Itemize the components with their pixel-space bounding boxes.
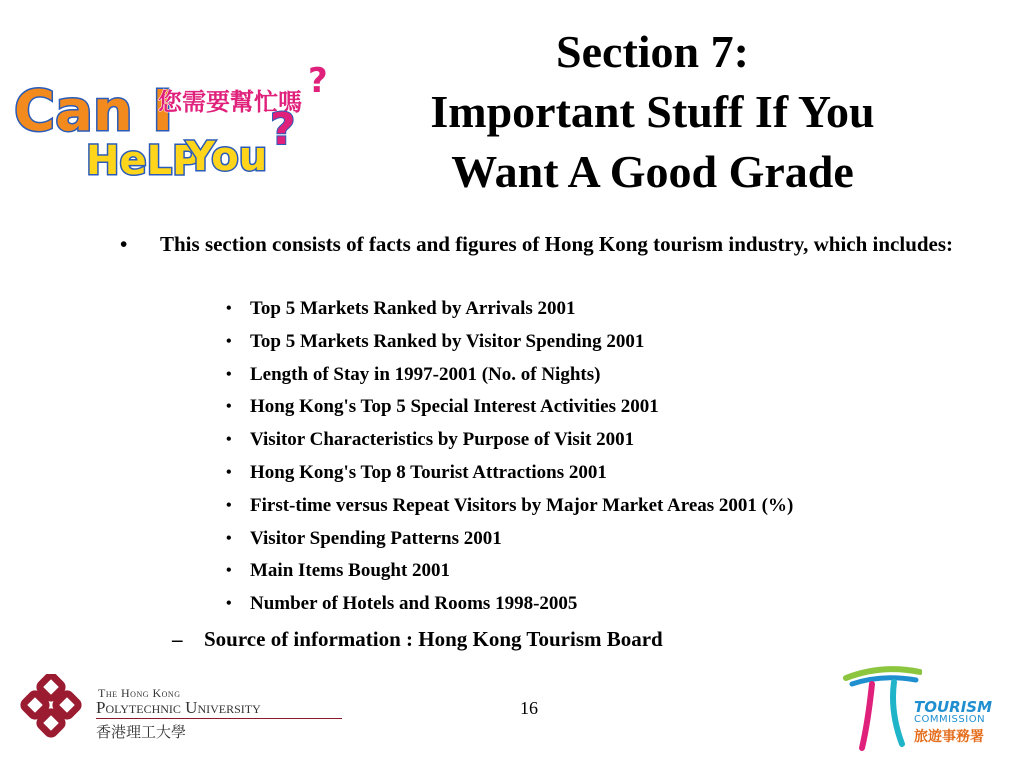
bullet-dot: • bbox=[120, 232, 128, 256]
source-text: Source of information : Hong Kong Tourism Board bbox=[204, 627, 663, 651]
sub-item-text: Top 5 Markets Ranked by Arrivals 2001 bbox=[250, 298, 576, 319]
bullet-dot: • bbox=[226, 463, 232, 481]
polyu-line-1: The Hong Kong bbox=[98, 686, 181, 700]
bullet-dot: • bbox=[226, 595, 232, 613]
bullet-dot: • bbox=[226, 431, 232, 449]
dash-marker: – bbox=[172, 627, 183, 651]
tourism-line-1: TOURISM bbox=[914, 698, 993, 716]
sub-item bbox=[226, 589, 793, 622]
sub-item-text: Visitor Spending Patterns 2001 bbox=[250, 527, 502, 549]
logo-you-text: You bbox=[186, 134, 268, 180]
tourism-commission-logo bbox=[842, 662, 1007, 754]
title-line-1: Section 7: bbox=[556, 26, 749, 77]
sub-item bbox=[226, 392, 793, 425]
polyu-chinese-name: 香港理工大學 bbox=[96, 723, 187, 741]
sub-item-text: Main Items Bought 2001 bbox=[250, 560, 451, 582]
tourism-line-2: COMMISSION bbox=[914, 714, 986, 725]
sub-item bbox=[226, 458, 793, 491]
source-line bbox=[172, 624, 663, 654]
logo-question-mark-top: ? bbox=[308, 61, 328, 101]
sub-item-text: Hong Kong's Top 5 Special Interest Activities 2001 bbox=[250, 396, 659, 418]
bullet-dot: • bbox=[226, 365, 232, 383]
main-bullet-text: This section consists of facts and figures of Hong Kong tourism industry, which includes: bbox=[160, 232, 954, 256]
polyu-line-2: Polytechnic University bbox=[96, 698, 261, 717]
tourism-chinese-name: 旅遊事務署 bbox=[914, 729, 984, 745]
bullet-dot: • bbox=[226, 332, 232, 350]
sub-item-list bbox=[226, 294, 793, 622]
sub-item-text: Number of Hotels and Rooms 1998-2005 bbox=[250, 593, 578, 615]
sub-item-text: Hong Kong's Top 8 Tourist Attractions 2001 bbox=[250, 461, 607, 483]
logo-chinese-text: 您需要幫忙嗎 bbox=[158, 88, 302, 116]
tourism-arch-icon bbox=[842, 662, 922, 754]
sub-item bbox=[226, 294, 793, 327]
title-line-3: Want A Good Grade bbox=[451, 146, 854, 197]
sub-item bbox=[226, 491, 793, 524]
title-line-2: Important Stuff If You bbox=[430, 86, 875, 137]
sub-item bbox=[226, 556, 793, 589]
bullet-dot: • bbox=[226, 398, 232, 416]
sub-item bbox=[226, 327, 793, 360]
sub-item-text: Top 5 Markets Ranked by Visitor Spending 2001 bbox=[250, 330, 645, 352]
can-i-help-you-logo bbox=[8, 52, 338, 182]
polyu-logo bbox=[20, 674, 360, 754]
logo-can-i-text: Can I bbox=[14, 79, 174, 144]
main-bullet bbox=[120, 230, 980, 259]
page-number: 16 bbox=[520, 698, 538, 718]
bullet-dot: • bbox=[226, 562, 232, 580]
sub-item bbox=[226, 425, 793, 458]
polyu-emblem-icon bbox=[20, 674, 90, 744]
logo-question-mark-bottom: ? bbox=[270, 104, 296, 155]
slide-title bbox=[380, 22, 925, 202]
polyu-divider bbox=[96, 718, 342, 719]
sub-item-text: First-time versus Repeat Visitors by Major Market Areas 2001 (%) bbox=[250, 494, 794, 516]
sub-item bbox=[226, 360, 793, 393]
sub-item-text: Length of Stay in 1997-2001 (No. of Nights) bbox=[250, 363, 601, 385]
bullet-dot: • bbox=[226, 529, 232, 547]
sub-item bbox=[226, 524, 793, 557]
logo-help-text: HeLP bbox=[86, 138, 202, 182]
bullet-dot: • bbox=[226, 300, 232, 317]
sub-item-text: Visitor Characteristics by Purpose of Visit 2001 bbox=[250, 429, 635, 451]
bullet-dot: • bbox=[226, 496, 232, 514]
